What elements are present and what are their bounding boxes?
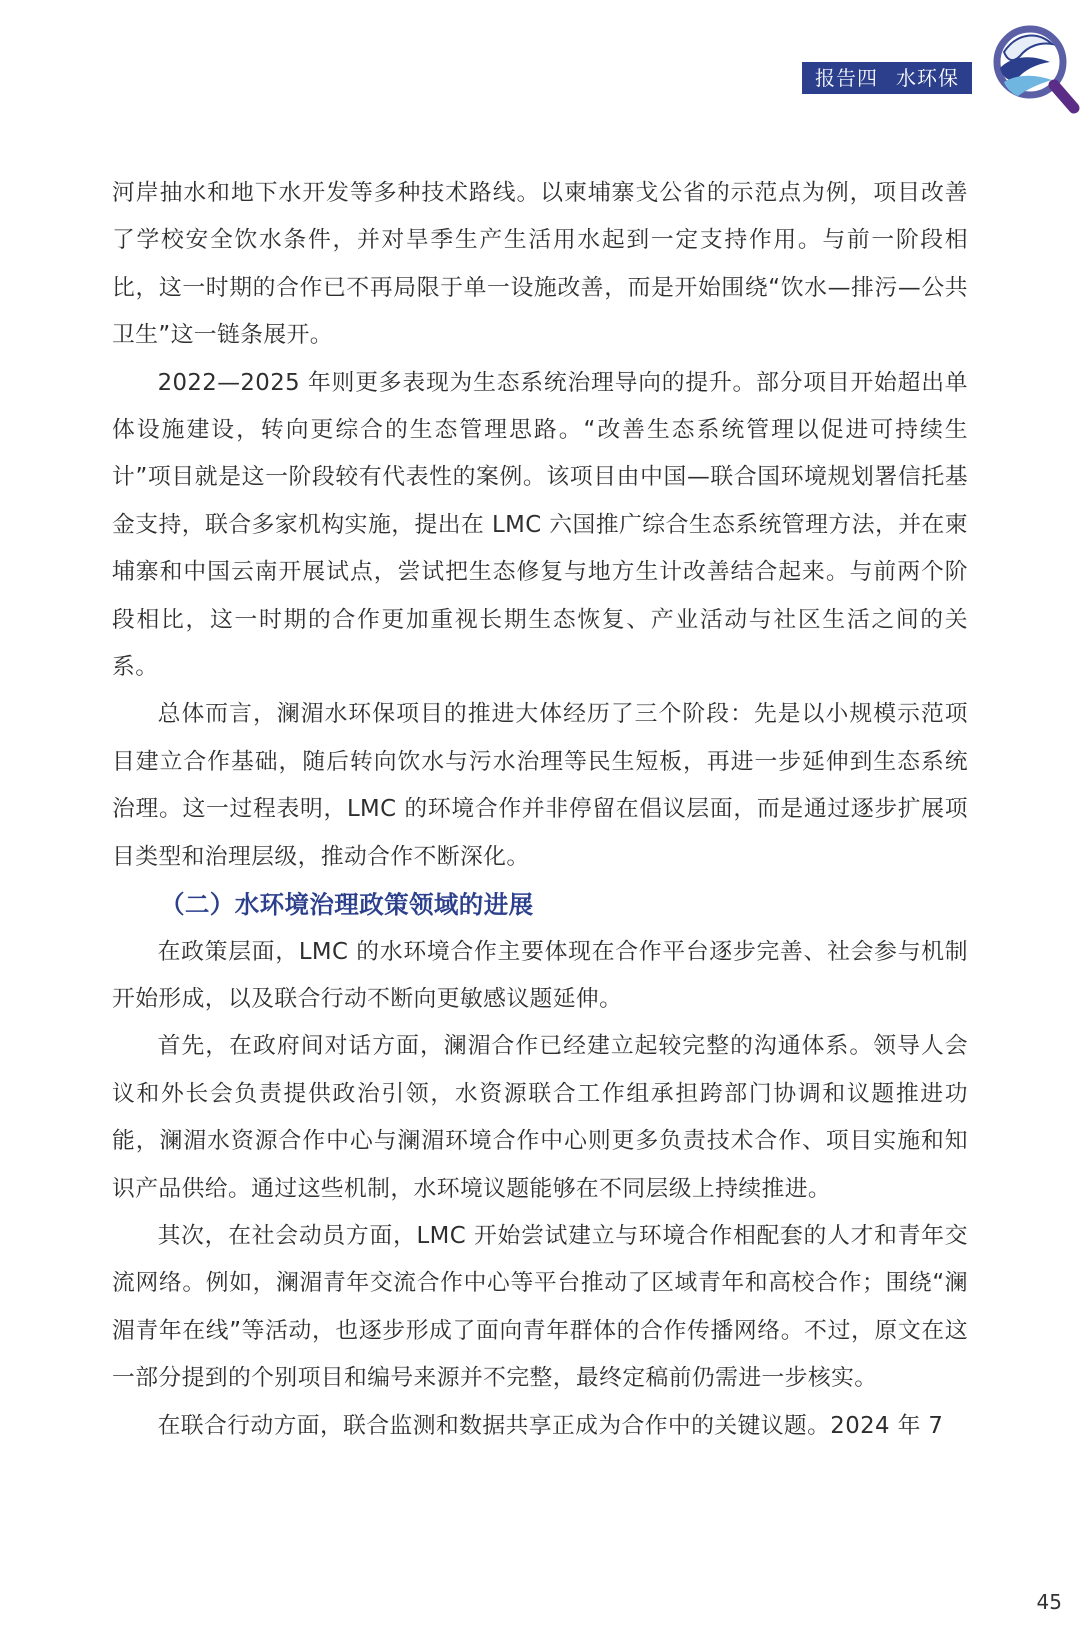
body-paragraph-3: 总体而言，澜湄水环保项目的推进大体经历了三个阶段：先是以小规模示范项目建立合作基础，随后转向饮水与污水治理等民生短板，再进一步延伸到生态系统治理。这一过程表明，LMC 的环境合作并非停留在倡议层面，而是通过逐步扩展项目类型和治理层级，推动合作不断深化。 bbox=[112, 701, 968, 870]
chapter-topic-label: 水环保 bbox=[896, 66, 959, 90]
body-paragraph-1: 河岸抽水和地下水开发等多种技术路线。以柬埔寨戈公省的示范点为例，项目改善了学校安全饮水条件，并对旱季生产生活用水起到一定支持作用。与前一阶段相比，这一时期的合作已不再局限于单一设施改善，而是开始围绕“饮水—排污—公共卫生”这一链条展开。 bbox=[112, 180, 968, 349]
body-paragraph-4: 在政策层面，LMC 的水环境合作主要体现在合作平台逐步完善、社会参与机制开始形成，以及联合行动不断向更敏感议题延伸。 bbox=[112, 938, 968, 1012]
main-content bbox=[112, 170, 968, 1450]
magnifier-wave-icon bbox=[990, 22, 1080, 114]
body-paragraph-6: 其次，在社会动员方面，LMC 开始尝试建立与环境合作相配套的人才和青年交流网络。例如，澜湄青年交流合作中心等平台推动了区域青年和高校合作；围绕“澜湄青年在线”等活动，也逐步形成了面向青年群体的合作传播网络。不过，原文在这一部分提到的个别项目和编号来源并不完整，最终定稿前仍需进一步核实。 bbox=[112, 1222, 968, 1392]
chapter-report-label: 报告四 bbox=[815, 66, 878, 90]
body-paragraph-2: 2022—2025 年则更多表现为生态系统治理导向的提升。部分项目开始超出单体设施建设，转向更综合的生态管理思路。“改善生态系统管理以促进可持续生计”项目就是这一阶段较有代表性的案例。该项目由中国—联合国环境规划署信托基金支持，联合多家机构实施，提出在 LMC 六国推广综合生态系统管理方法，并在柬埔寨和中国云南开展试点，尝试把生态修复与地方生计改善结合起来。与前两个阶段相比，这一时期的合作更加重视长期生态恢复、产业活动与社区生活之间的关系。 bbox=[112, 369, 968, 681]
body-paragraph-5: 首先，在政府间对话方面，澜湄合作已经建立起较完整的沟通体系。领导人会议和外长会负责提供政治引领，水资源联合工作组承担跨部门协调和议题推进功能，澜湄水资源合作中心与澜湄环境合作中心则更多负责技术合作、项目实施和知识产品供给。通过这些机制，水环境议题能够在不同层级上持续推进。 bbox=[112, 1033, 968, 1202]
magnifier-wave-logo bbox=[990, 22, 1080, 114]
body-paragraph-7: 在联合行动方面，联合监测和数据共享正成为合作中的关键议题。2024 年 7 bbox=[157, 1412, 944, 1439]
section-heading: （二）水环境治理政策领域的进展 bbox=[160, 890, 534, 920]
chapter-tag bbox=[802, 62, 972, 94]
page-number: 45 bbox=[1036, 1590, 1062, 1614]
